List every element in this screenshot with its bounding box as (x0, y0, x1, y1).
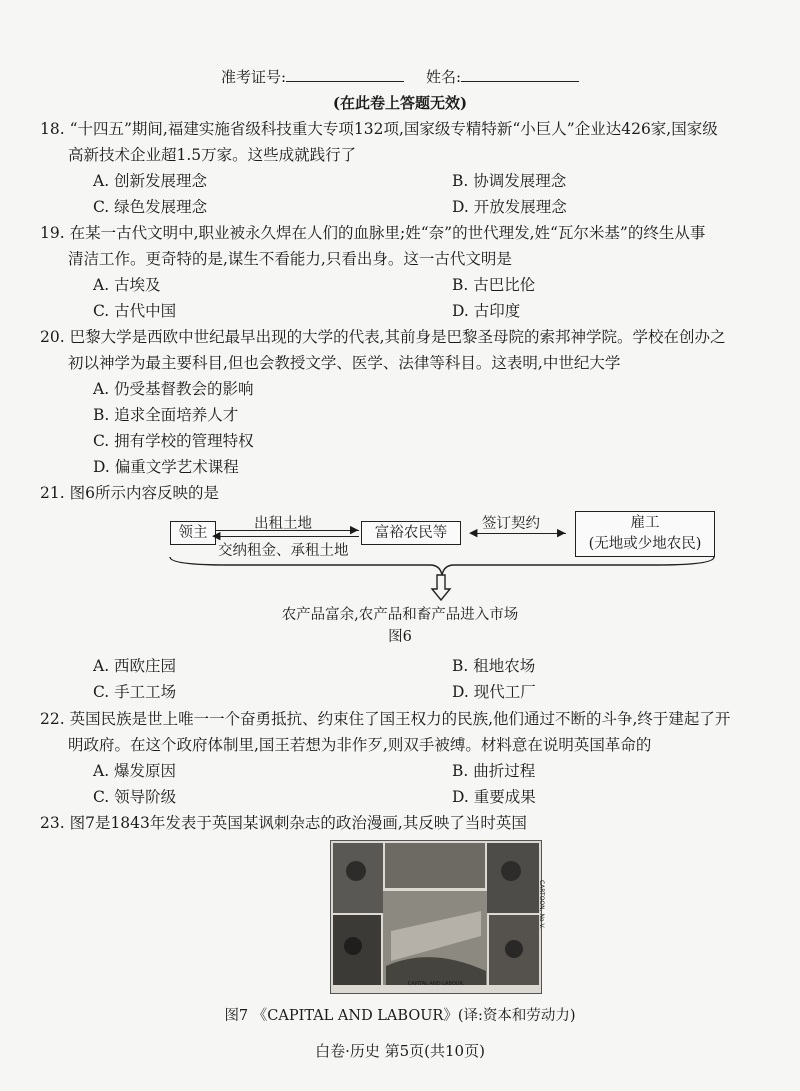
q22-option-c: C. 领导阶级 (93, 788, 177, 806)
q21-option-b: B. 租地农场 (452, 657, 536, 675)
q19-option-d: D. 古印度 (452, 302, 521, 320)
q22-line2: 明政府。在这个政府体制里,国王若想为非作歹,则双手被缚。材料意在说明英国革命的 (68, 736, 652, 754)
name-blank (461, 67, 579, 82)
q19-line2: 清洁工作。更奇特的是,谋生不看能力,只看出身。这一古代文明是 (68, 250, 512, 268)
rent-out-arrowhead-icon: ▶ (350, 523, 359, 536)
q19-option-c: C. 古代中国 (93, 302, 177, 320)
cartoon-side-text: CARTOON, No V. (538, 880, 545, 929)
sign-contract-label: 签订契约 (482, 516, 540, 532)
q20-line2: 初以神学为最主要科目,但也会教授文学、医学、法律等科目。这表明,中世纪大学 (68, 354, 621, 372)
cartoon-image (330, 840, 542, 994)
cartoon-illustration (331, 841, 541, 993)
contract-arrow (472, 533, 566, 534)
cartoon-inner-caption: CAPITAL AND LABOUR. (407, 981, 465, 987)
q18-option-a: A. 创新发展理念 (93, 172, 208, 190)
contract-right-arrowhead-icon: ▶ (557, 526, 566, 539)
q19-option-a: A. 古埃及 (93, 276, 161, 294)
pay-rent-label: 交纳租金、承租土地 (218, 543, 349, 559)
hired-labor-box (575, 511, 715, 557)
exam-number-label: 准考证号: (220, 68, 286, 86)
q18-line2: 高新技术企业超1.5万家。这些成就践行了 (68, 146, 357, 164)
contract-left-arrowhead-icon: ◀ (469, 526, 478, 539)
pay-rent-arrow (215, 536, 359, 537)
q18-option-b: B. 协调发展理念 (452, 172, 567, 190)
pay-rent-arrowhead-icon: ◀ (212, 529, 221, 542)
q20-option-b: B. 追求全面培养人才 (93, 406, 239, 424)
q20-option-a: A. 仍受基督教会的影响 (93, 380, 254, 398)
lord-box (170, 521, 216, 545)
down-arrow-icon (430, 574, 452, 602)
q18-line1: 18. “十四五”期间,福建实施省级科技重大专项132项,国家级专精特新“小巨人”企业达426家,国家级 (40, 120, 718, 138)
q18-option-d: D. 开放发展理念 (452, 198, 567, 216)
name-label: 姓名: (426, 68, 462, 86)
q21-option-d: D. 现代工厂 (452, 683, 536, 701)
warning-text: (在此卷上答题无效) (332, 94, 468, 112)
q19-line1: 19. 在某一古代文明中,职业被永久焊在人们的血脉里;姓“奈”的世代理发,姓“瓦尔米基”的终生从事 (40, 224, 706, 242)
q20-line1: 20. 巴黎大学是西欧中世纪最早出现的大学的代表,其前身是巴黎圣母院的索邦神学院。学校在创办之 (40, 328, 726, 346)
q22-line1: 22. 英国民族是世上唯一一个奋勇抵抗、约束住了国王权力的民族,他们通过不断的斗争,终于建起了开 (40, 710, 731, 728)
rent-out-label: 出租土地 (254, 516, 312, 532)
figure6-caption: 图6 (388, 629, 412, 645)
rich-farmers-label: 富裕农民等 (374, 525, 448, 541)
q21-stem: 21. 图6所示内容反映的是 (40, 484, 219, 502)
exam-number-blank (286, 67, 404, 82)
page-footer: 白卷·历史 第5页(共10页) (315, 1042, 485, 1060)
hired-labor-note: (无地或少地农民) (588, 536, 702, 552)
q22-option-b: B. 曲折过程 (452, 762, 536, 780)
q19-option-b: B. 古巴比伦 (452, 276, 536, 294)
q21-option-a: A. 西欧庄园 (93, 657, 177, 675)
q20-option-d: D. 偏重文学艺术课程 (93, 458, 239, 476)
q22-option-a: A. 爆发原因 (93, 762, 177, 780)
q22-option-d: D. 重要成果 (452, 788, 536, 806)
rent-out-arrow (215, 530, 359, 531)
q23-stem: 23. 图7是1843年发表于英国某讽刺杂志的政治漫画,其反映了当时英国 (40, 814, 527, 832)
q21-option-c: C. 手工工场 (93, 683, 177, 701)
figure7-caption: 图7 《CAPITAL AND LABOUR》(译:资本和劳动力) (224, 1008, 576, 1024)
q20-option-c: C. 拥有学校的管理特权 (93, 432, 254, 450)
result-text: 农产品富余,农产品和畜产品进入市场 (281, 607, 519, 623)
exam-header (0, 66, 800, 87)
hired-labor-label: 雇工 (630, 515, 660, 531)
lord-label: 领主 (178, 525, 208, 541)
rich-farmers-box (361, 521, 461, 545)
q18-option-c: C. 绿色发展理念 (93, 198, 208, 216)
